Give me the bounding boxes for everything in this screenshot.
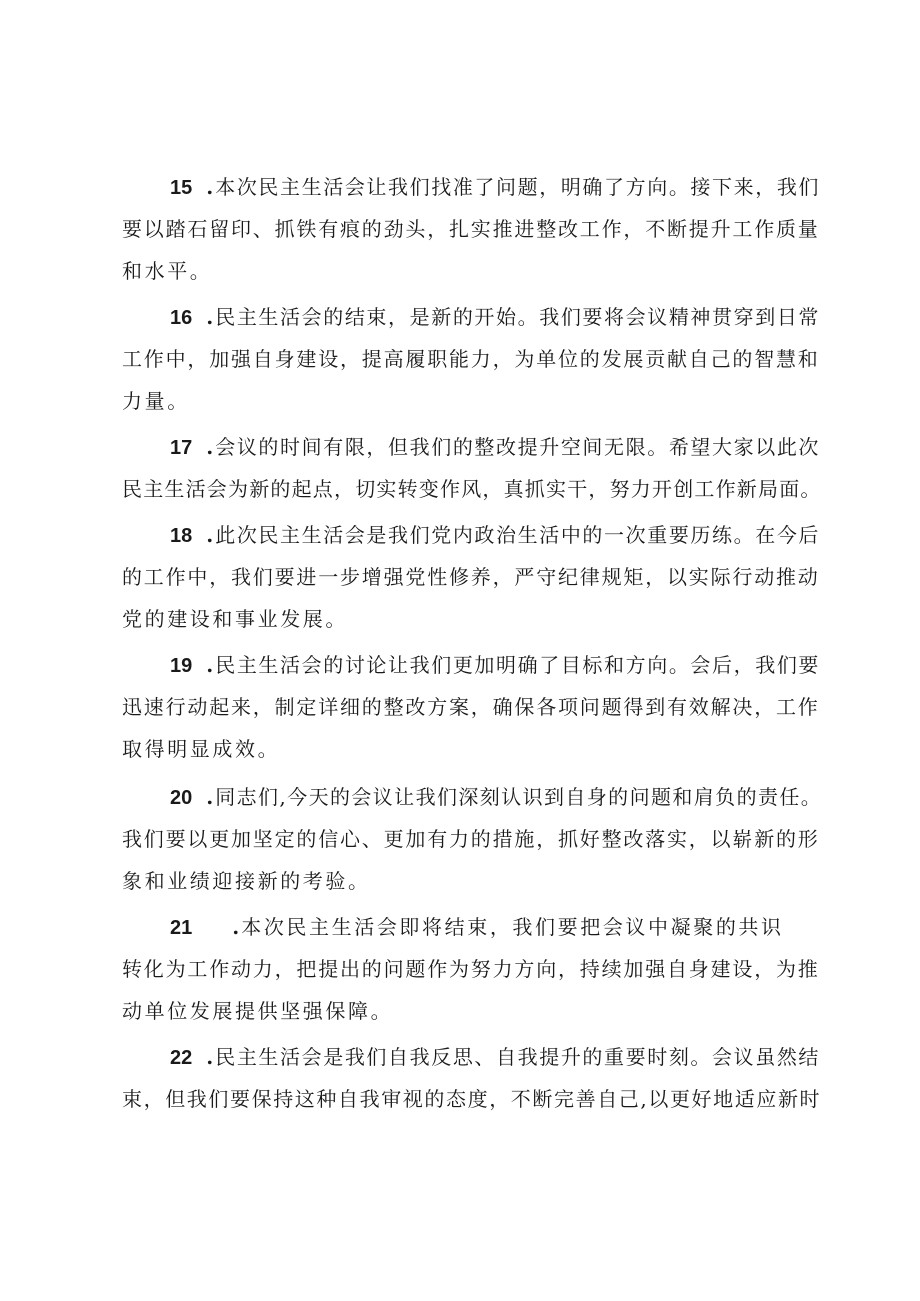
item-number: 19 — [170, 655, 193, 677]
paragraph-text: 会议的时间有限，但我们的整改提升空间无限。希望大家以此次 — [215, 435, 821, 459]
paragraph-16-line-2: 工作中，加强自身建设，提高履职能力，为单位的发展贡献自己的智慧和 — [122, 347, 820, 371]
paragraph-text: 民主生活会的结束，是新的开始。我们要将会议精神贯穿到日常 — [215, 305, 821, 329]
paragraph-text: 民主生活会的讨论让我们更加明确了目标和方向。会后，我们要 — [215, 653, 821, 677]
item-separator: . — [206, 653, 214, 677]
paragraph-15-line-3: 和水平。 — [122, 259, 213, 283]
paragraph-21-line-3: 动单位发展提供坚强保障。 — [122, 999, 394, 1023]
paragraph-19-line-3: 取得明显成效。 — [122, 737, 281, 761]
paragraph-20-line-3: 象和业绩迎接新的考验。 — [122, 869, 371, 893]
paragraph-18-line-2: 的工作中，我们要进一步增强党性修养，严守纪律规矩，以实际行动推动 — [122, 565, 820, 589]
paragraph-22-line-1 — [170, 1040, 822, 1074]
paragraph-20-line-1 — [170, 780, 822, 814]
paragraph-18-line-1 — [170, 518, 822, 552]
paragraph-15-line-1 — [170, 170, 822, 204]
item-number: 22 — [170, 1047, 193, 1069]
item-separator: . — [206, 175, 214, 199]
paragraph-19-line-2: 迅速行动起来，制定详细的整改方案，确保各项问题得到有效解决，工作 — [122, 695, 820, 719]
paragraph-19-line-1 — [170, 648, 822, 682]
paragraph-text: 同志们,今天的会议让我们深刻认识到自身的问题和肩负的责任。 — [215, 785, 823, 809]
paragraph-17-line-2: 民主生活会为新的起点，切实转变作风，真抓实干，努力开创工作新局面。 — [122, 477, 822, 501]
paragraph-21-line-1 — [170, 910, 822, 944]
paragraph-text: 此次民主生活会是我们党内政治生活中的一次重要历练。在今后 — [215, 523, 821, 547]
paragraph-text: 民主生活会是我们自我反思、自我提升的重要时刻。会议虽然结 — [215, 1045, 821, 1069]
item-number: 18 — [170, 525, 193, 547]
item-number: 15 — [170, 177, 193, 199]
paragraph-16-line-1 — [170, 300, 822, 334]
paragraph-15-line-2: 要以踏石留印、抓铁有痕的劲头，扎实推进整改工作，不断提升工作质量 — [122, 217, 820, 241]
paragraph-17-line-1 — [170, 430, 822, 464]
paragraph-text: 本次民主生活会让我们找准了问题，明确了方向。接下来，我们 — [215, 175, 821, 199]
paragraph-16-line-3: 力量。 — [122, 389, 190, 413]
item-separator: . — [206, 435, 214, 459]
item-number: 17 — [170, 437, 193, 459]
item-separator: . — [206, 305, 214, 329]
paragraph-18-line-3: 党的建设和事业发展。 — [122, 607, 348, 631]
paragraph-20-line-2: 我们要以更加坚定的信心、更加有力的措施，抓好整改落实，以崭新的形 — [122, 827, 820, 851]
item-separator: . — [206, 523, 214, 547]
item-number: 16 — [170, 307, 193, 329]
item-separator: . — [232, 915, 240, 939]
item-number: 21 — [170, 917, 193, 939]
item-number: 20 — [170, 787, 193, 809]
paragraph-22-line-2: 束，但我们要保持这种自我审视的态度，不断完善自己,以更好地适应新时 — [122, 1087, 822, 1111]
paragraph-21-line-2: 转化为工作动力，把提出的问题作为努力方向，持续加强自身建设，为推 — [122, 957, 820, 981]
item-separator: . — [206, 1045, 214, 1069]
item-separator: . — [206, 785, 214, 809]
paragraph-text: 本次民主生活会即将结束，我们要把会议中凝聚的共识 — [241, 915, 784, 939]
